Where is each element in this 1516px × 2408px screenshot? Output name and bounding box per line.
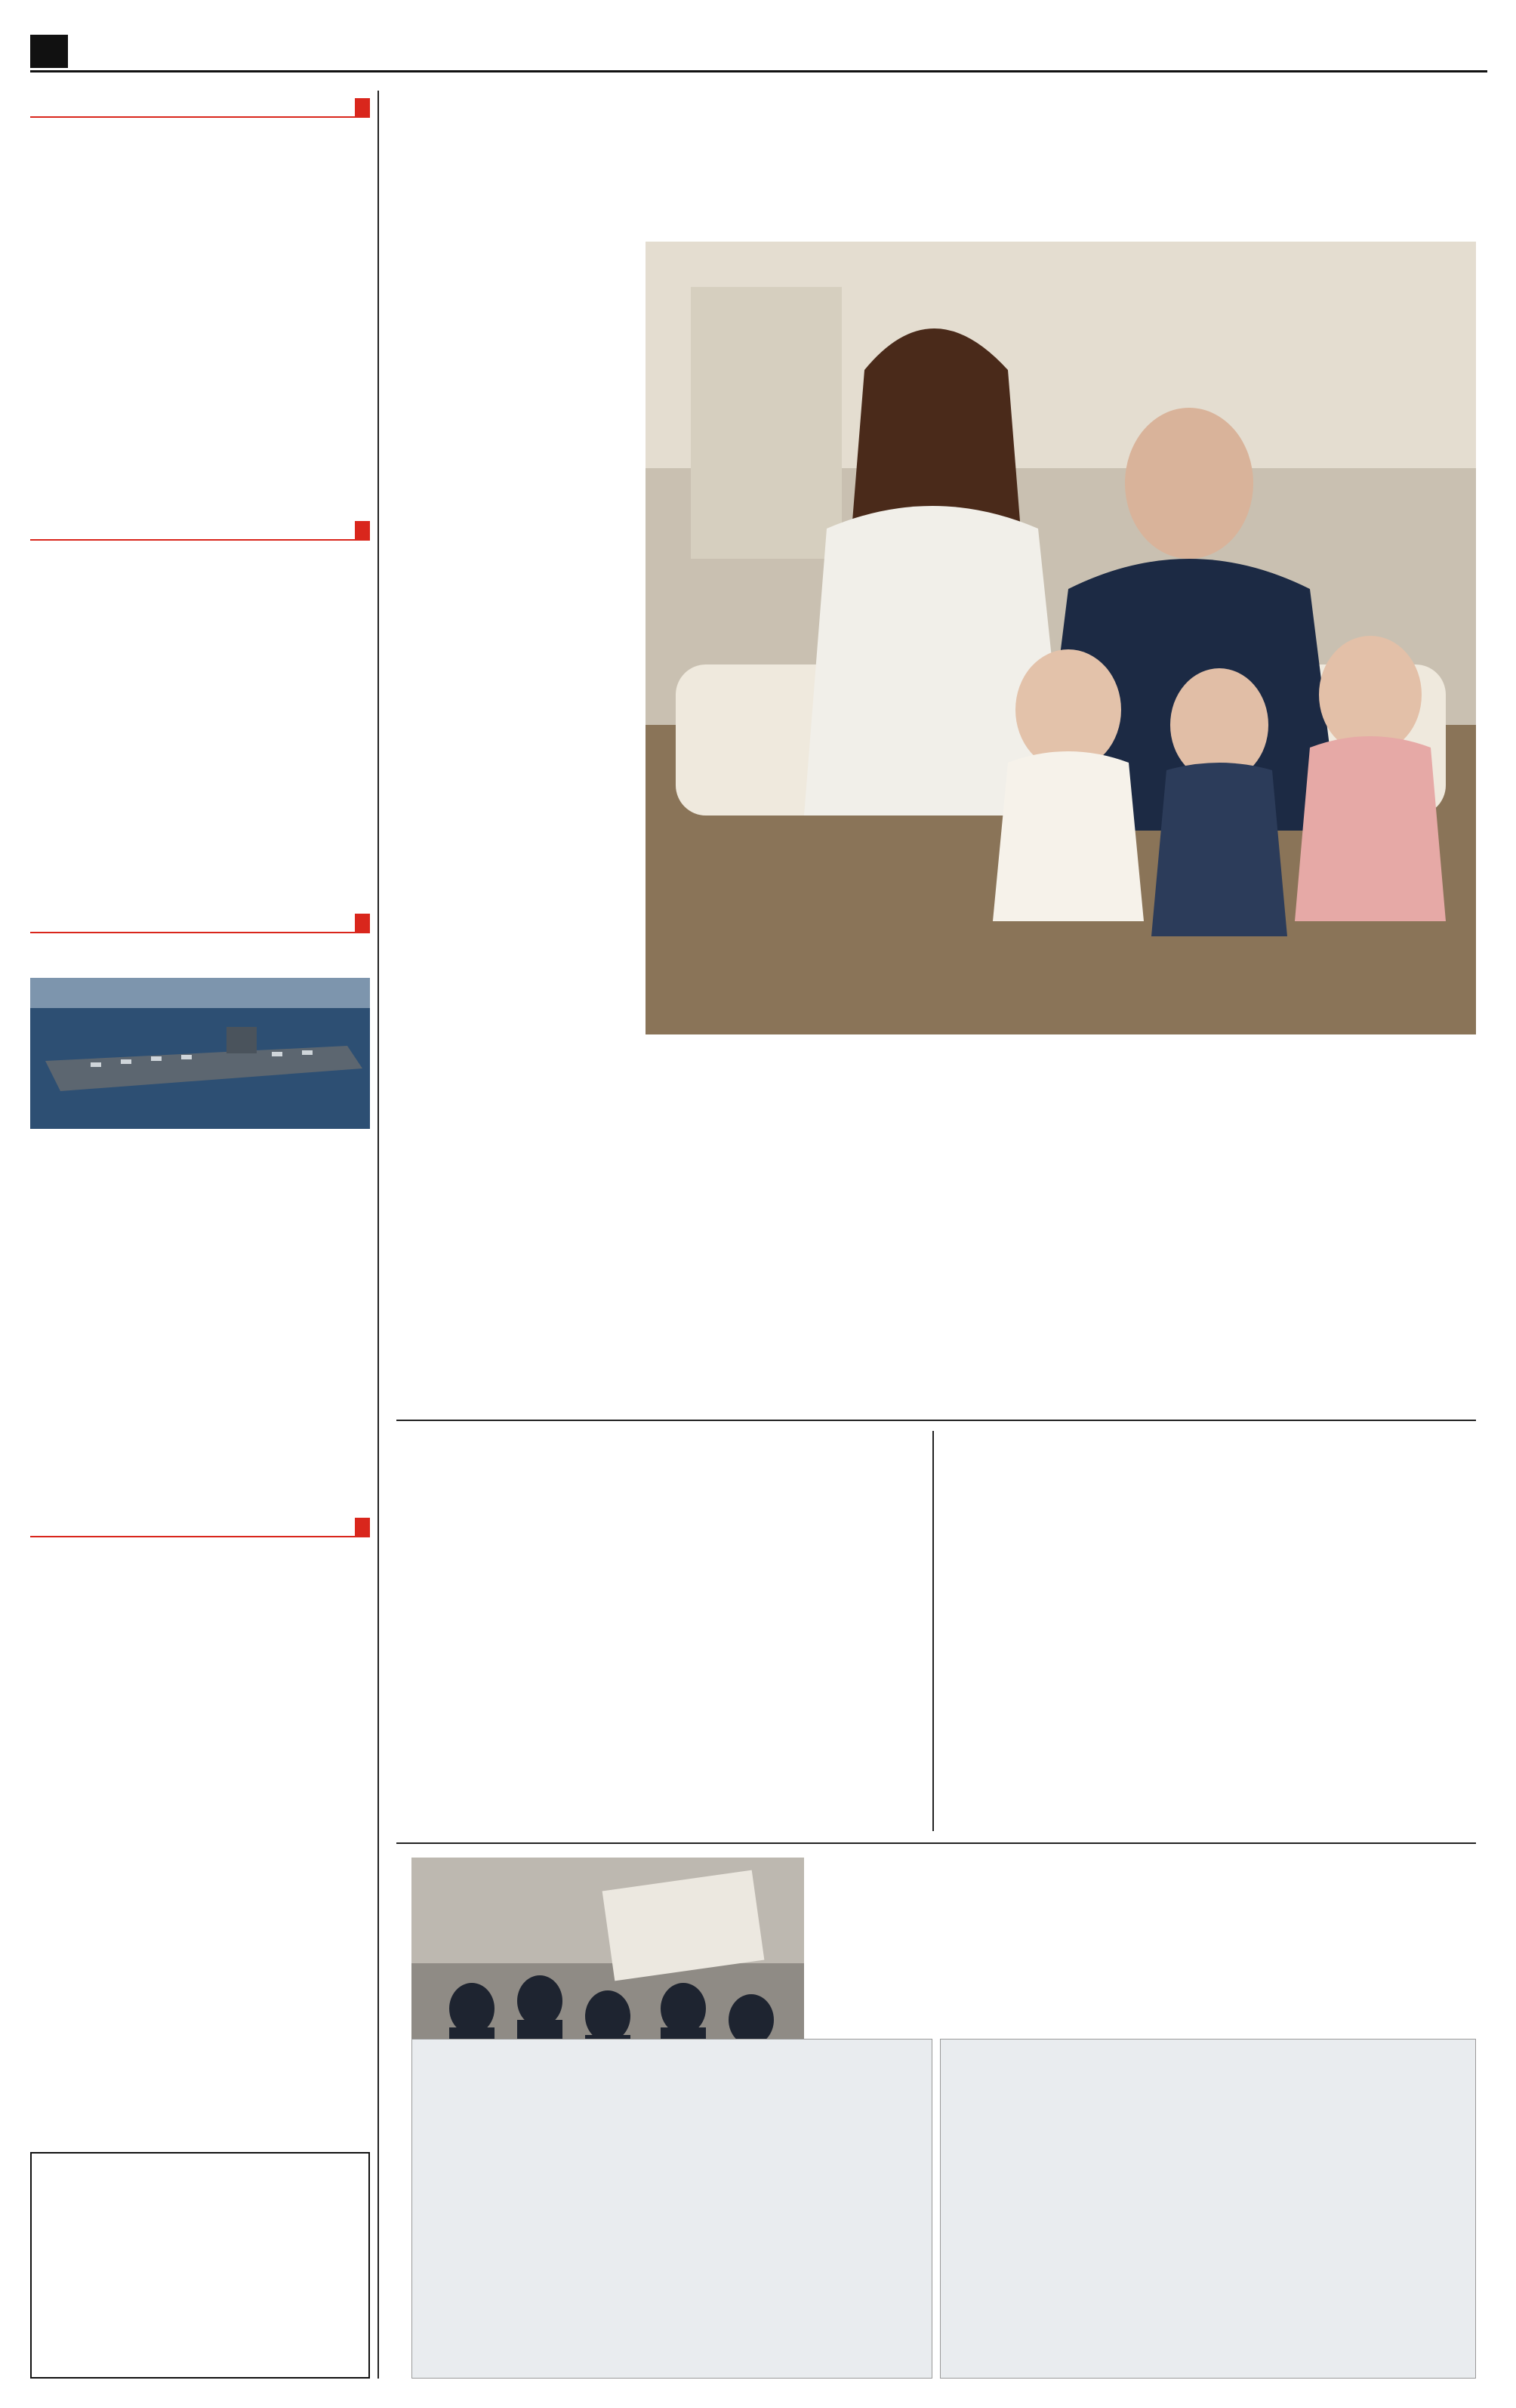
section-divider (396, 1420, 1476, 1421)
page-number (30, 35, 68, 68)
bottom-box-left (411, 2039, 932, 2379)
sidebar-section-tag-3 (355, 914, 370, 933)
turkey-left-body (396, 1480, 925, 1827)
notice-body (42, 2195, 359, 2346)
sidebar-section-tag-4 (355, 1518, 370, 1537)
aircraft-carrier-illustration (30, 978, 370, 1129)
story-divider (932, 1431, 934, 1831)
lead-photo (646, 242, 1476, 1034)
sidebar-story1-body (30, 219, 370, 506)
bottom-left-body (427, 2092, 918, 2364)
sidebar-section-bar-1 (30, 98, 370, 118)
sidebar-story3-body (30, 1140, 370, 1503)
sidebar-section-bar-2 (30, 521, 370, 541)
lead-right-column (396, 106, 638, 1034)
sidebar-story2-body (30, 581, 370, 899)
section-divider (396, 1842, 1476, 1844)
masthead (30, 30, 1487, 72)
column-divider (377, 91, 379, 2379)
turkey-right-body (944, 1480, 1472, 1827)
family-photo-illustration (646, 242, 1476, 1034)
sidebar-story4-body (30, 1578, 370, 2137)
sidebar-section-tag-2 (355, 521, 370, 541)
lead-body (396, 1042, 1476, 1404)
bottom-box-right (940, 2039, 1476, 2379)
sidebar-section-bar-3 (30, 914, 370, 933)
sidebar-section-tag-1 (355, 98, 370, 118)
sidebar-section-bar-4 (30, 1518, 370, 1537)
bottom-right-body (956, 2092, 1462, 2364)
notice-box (30, 2152, 370, 2379)
aircraft-carrier-photo (30, 978, 370, 1129)
